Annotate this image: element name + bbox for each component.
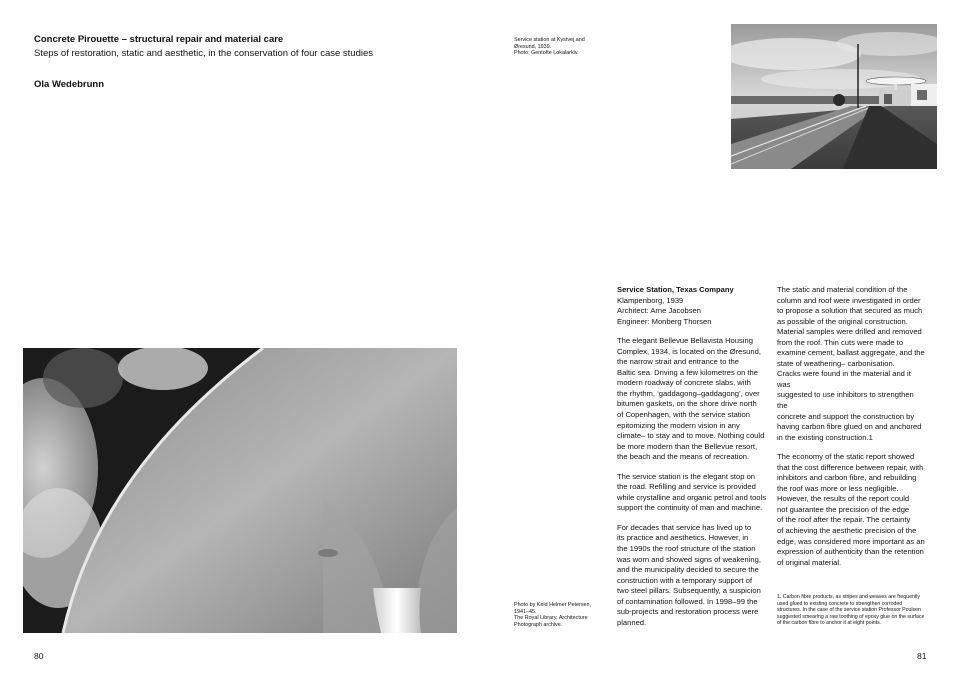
footnote-line: structures. In the case of the service station Professor Poulsen <box>777 607 921 614</box>
text-line: For decades that service has lived up to <box>617 522 752 532</box>
text-line: that the cost difference between repair, with <box>777 462 924 472</box>
meta-line: Klampenborg, 1939 <box>617 295 684 305</box>
text-line: The static and material condition of the <box>777 285 908 294</box>
section-heading: Service Station, Texas Company <box>617 285 734 294</box>
caption-line: The Royal Library, Architecture <box>514 615 588 622</box>
concrete-roof-photo <box>23 348 457 633</box>
text-line: climate– to stay and to move. Nothing could <box>617 431 765 441</box>
text-line: modern roadway of concrete slabs, with <box>617 378 751 388</box>
paragraph <box>617 472 769 514</box>
text-line: the beach and the means of recreation. <box>617 452 750 462</box>
text-line: inhibitors and carbon fibre, and rebuilding <box>777 473 917 483</box>
footnote-line: of the carbon fibre to anchor it at eight points. <box>777 620 882 627</box>
text-line: However, the results of the report could <box>777 494 910 504</box>
text-line: the road. Refilling and service is provided <box>617 482 756 492</box>
paragraph <box>617 336 769 463</box>
caption-line: Photograph archive. <box>514 621 563 628</box>
text-line: to propose a solution that secured as much <box>777 306 923 316</box>
text-line: of achieving the aesthetic precision of the <box>777 526 917 536</box>
text-line: state of weathering– carbonisation. <box>777 358 895 368</box>
text-line: Complex, 1934, is located on the Øresund, <box>617 346 761 356</box>
text-line: two steel pillars. Subsequently, a suspicion <box>617 586 761 596</box>
paragraph <box>777 452 925 568</box>
text-line: planned. <box>617 617 647 627</box>
footnote-line: suggested smearing a raw toothing of epoxy glue on the surface <box>777 613 925 620</box>
caption-top-photo <box>514 37 604 57</box>
page-number-left: 80 <box>34 651 44 661</box>
text-line: be more modern than the Bellevue resort, <box>617 441 758 451</box>
text-line: and the municipality decided to secure the <box>617 565 759 575</box>
text-line: while crystalline and organic petrol and tools <box>617 492 767 502</box>
text-line: the narrow strait and entrance to the <box>617 357 739 367</box>
text-line: concrete and support the construction by <box>777 411 915 421</box>
caption-line: Øresund, 1939. <box>514 43 552 50</box>
text-line: column and roof were investigated in order <box>777 295 921 305</box>
text-line: Baltic sea. Driving a few kilometres on the <box>617 367 758 377</box>
text-line: suggested to use inhibitors to strengthen the <box>777 390 914 411</box>
text-line: the rhythm, ‘gaddagong–gaddagong’, over <box>617 388 760 398</box>
roof-photo-graphic <box>23 348 457 633</box>
text-line: epitomizing the modern vision in any <box>617 420 740 430</box>
text-line: not guarantee the precision of the edge <box>777 504 910 514</box>
caption-line: Service station at Kystvej and <box>514 37 585 43</box>
text-line: as possible of the original construction. <box>777 316 908 326</box>
paragraph <box>617 523 769 628</box>
text-line: the roof was more or less negligible. <box>777 483 899 493</box>
text-line: was worn and showed signs of weakening, <box>617 554 761 564</box>
text-line: Material samples were drilled and removed <box>777 327 922 337</box>
text-line: from the roof. Thin cuts were made to <box>777 337 904 347</box>
footnote <box>777 594 927 627</box>
text-line: in the existing construction.1 <box>777 432 873 442</box>
caption-line: Photo by Keld Helmer Petersen, <box>514 602 592 608</box>
text-line: The service station is the elegant stop on <box>617 471 756 481</box>
text-line: of Copenhagen, with the service station <box>617 410 750 420</box>
text-column-2 <box>777 285 925 577</box>
text-line: examine cement, ballast aggregate, and the <box>777 348 925 358</box>
text-line: edge, was considered more important as an <box>777 536 925 546</box>
text-line: having carbon fibre glued on and anchored <box>777 422 922 432</box>
caption-line: Photo: Gentofte Lokalarkiv. <box>514 50 579 57</box>
text-line: of original material. <box>777 557 842 567</box>
text-line: sub-projects and restoration process were <box>617 607 759 617</box>
text-line: the 1990s the roof structure of the station <box>617 544 756 554</box>
text-line: support the continuity of man and machine. <box>617 503 763 513</box>
caption-main-photo <box>514 602 606 628</box>
paragraph <box>777 285 925 443</box>
page-number-right: 81 <box>917 651 927 661</box>
text-column-1 <box>617 285 769 637</box>
text-line: bitumen gaskets, on the shore drive north <box>617 399 757 409</box>
text-line: construction with a temporary support of <box>617 575 753 585</box>
street-photo-graphic <box>731 24 937 169</box>
meta-line: Architect: Arne Jacobsen <box>617 306 701 316</box>
text-line: of the roof after the repair. The certainty <box>777 515 911 525</box>
footnote-line: used glued to existing concrete to strengthen corroded <box>777 600 903 607</box>
text-line: Cracks were found in the material and it was <box>777 369 911 389</box>
text-line: of contamination followed. In 1998–99 the <box>617 596 758 606</box>
article-author: Ola Wedebrunn <box>34 79 105 90</box>
text-line: The elegant Bellevue Bellavista Housing <box>617 336 753 346</box>
service-station-street-photo <box>731 24 937 169</box>
caption-line: 1941–45. <box>514 608 537 615</box>
footnote-line: 1. Carbon fibre products, as stripes and weaves are frequently <box>777 594 921 600</box>
text-line: its practice and aesthetics. However, in <box>617 533 749 543</box>
article-subtitle: Steps of restoration, static and aesthetic, in the conservation of four case studies <box>34 48 374 59</box>
text-line: expression of authenticity than the retention <box>777 547 924 557</box>
text-line: The economy of the static report showed <box>777 452 915 462</box>
article-title: Concrete Pirouette – structural repair and material care <box>34 34 284 45</box>
meta-line: Engineer: Monberg Thorsen <box>617 316 712 326</box>
